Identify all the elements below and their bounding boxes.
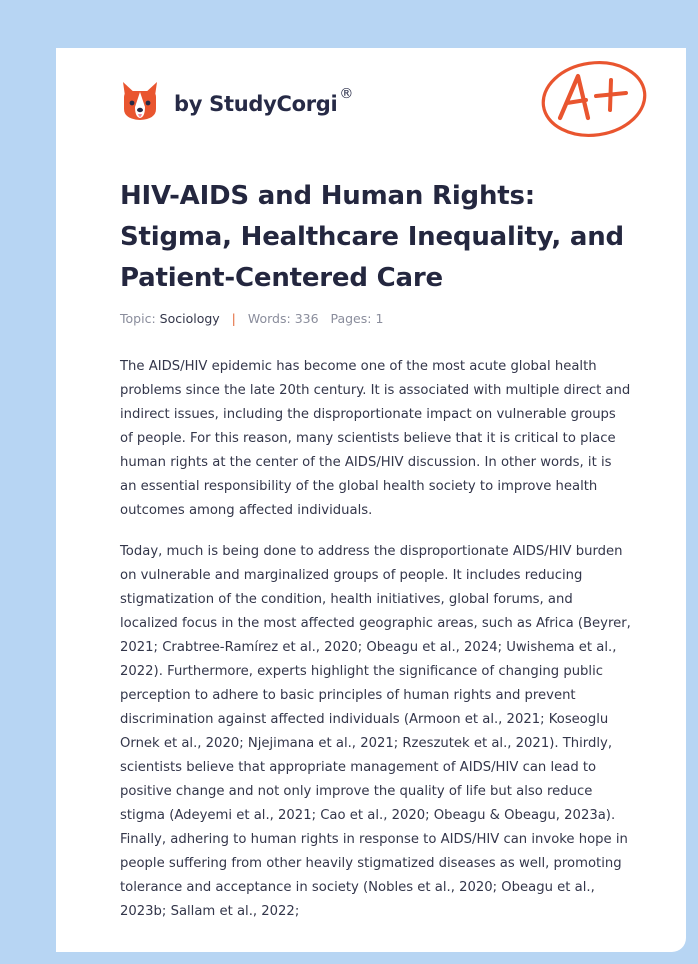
essay-title: HIV-AIDS and Human Rights: Stigma, Healthcare Inequality, and Patient-Centered Care	[120, 181, 624, 293]
essay-meta	[120, 311, 383, 326]
meta-separator: |	[231, 311, 236, 326]
words-label: Words:	[247, 311, 291, 326]
brand-name: by StudyCorgi ®	[174, 86, 354, 116]
corgi-icon	[120, 79, 160, 123]
paragraph: Today, much is being done to address the disproportionate AIDS/HIV burden on vulnerable and marginalized groups of people. It includes reducing stigmatization of the condition, health initiatives, global forums, and localized focus in the most affected geographic areas, such as Africa (Beyrer, 2021; Crabtree-Ramírez et al., 2020; Obeagu et al., 2024; Uwishema et al., 2022). Furthermore, experts highlight the significance of changing public perception to adhere to basic principles of human rights and prevent discrimination against affected individuals (Armoon et al., 2021; Koseoglu Ornek et al., 2020; Njejimana et al., 2021; Rzeszutek et al., 2021). Thirdly, scientists believe that appropriate management of AIDS/HIV can lead to positive change and not only improve the quality of life but also reduce stigma (Adeyemi et al., 2021; Cao et al., 2020; Obeagu & Obeagu, 2023a). Finally, adhering to human rights in response to AIDS/HIV can invoke hope in people suffering from other heavily stigmatized diseases as well, promoting tolerance and acceptance in society (Nobles et al., 2020; Obeagu et al., 2023b; Sallam et al., 2022;	[120, 544, 631, 919]
a-plus-grade-icon	[538, 58, 650, 140]
pages-label: Pages:	[330, 311, 372, 326]
registered-mark: ®	[339, 86, 354, 102]
essay-body	[120, 355, 632, 941]
studycorgi-logo[interactable]	[120, 76, 353, 126]
topic-label: Topic:	[120, 311, 156, 326]
paragraph: The AIDS/HIV epidemic has become one of the most acute global health problems since the late 20th century. It is associated with multiple direct and indirect issues, including the disproportionate impact on vulnerable groups of people. For this reason, many scientists believe that it is critical to place human rights at the center of the AIDS/HIV discussion. In other words, it is an essential responsibility of the global health society to improve health outcomes among affected individuals.	[120, 359, 631, 518]
document-page	[56, 48, 686, 952]
topic-link[interactable]: Sociology	[159, 311, 220, 326]
pages-value: 1	[375, 311, 384, 326]
words-value: 336	[294, 311, 319, 326]
